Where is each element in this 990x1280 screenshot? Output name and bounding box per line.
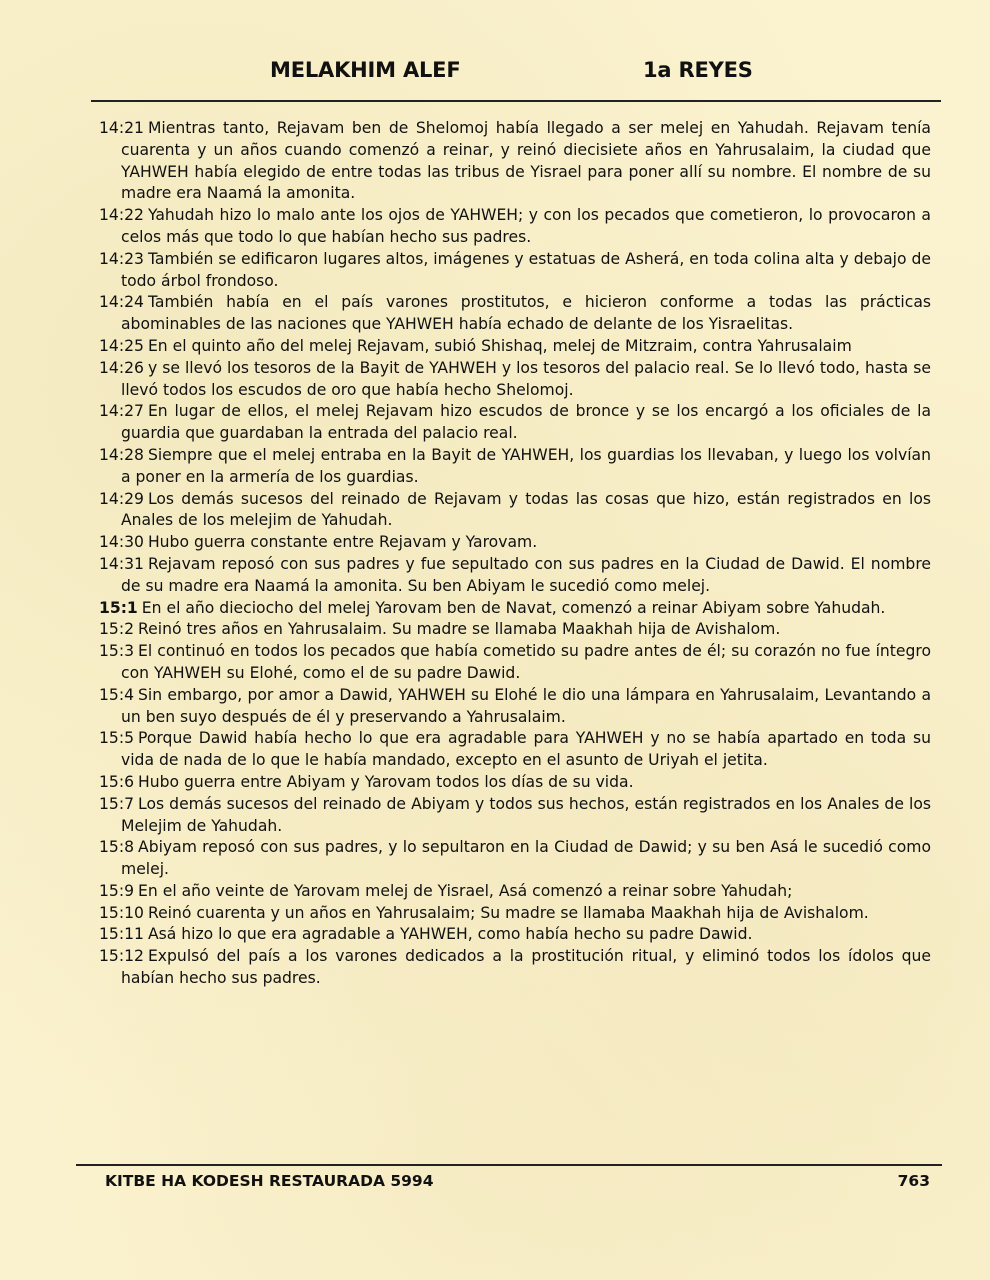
verse <box>99 946 931 990</box>
verse <box>99 249 931 293</box>
book-title-hebrew: MELAKHIM ALEF <box>270 58 461 82</box>
verse-text: Mientras tanto, Rejavam ben de Shelomoj había llegado a ser melej en Yahudah. Rejavam tenía cuarenta y un años cuando comenzó a reinar, y reinó diecisiete años en Yahrusalaim, la ciudad que YAHWEH había elegido de entre todas las tribus de Yisrael para poner allí su nombre. El nombre de su madre era Naamá la amonita. <box>121 119 931 203</box>
verse-number: 14:24 <box>99 293 144 312</box>
verse <box>99 358 931 402</box>
verse-text: En el año veinte de Yarovam melej de Yisrael, Asá comenzó a reinar sobre Yahudah; <box>138 881 793 900</box>
verse-number: 14:26 <box>99 358 144 377</box>
verse-number: 15:6 <box>99 772 135 791</box>
verse-number: 15:11 <box>99 925 144 944</box>
verse-number: 15:9 <box>99 881 135 900</box>
verse <box>99 924 931 946</box>
verse-text: En el año dieciocho del melej Yarovam ben de Navat, comenzó a reinar Abiyam sobre Yahudah. <box>141 598 886 617</box>
verse <box>99 641 931 685</box>
verse <box>99 445 931 489</box>
verse-list <box>99 118 931 990</box>
verse <box>99 554 931 598</box>
verse-number: 15:8 <box>99 838 135 857</box>
verse-number: 14:22 <box>99 206 144 225</box>
verse <box>99 401 931 445</box>
verse <box>99 728 931 772</box>
verse-text: Siempre que el melej entraba en la Bayit de YAHWEH, los guardias los llevaban, y luego los volvían a poner en la armería de los guardias. <box>121 445 931 486</box>
verse <box>99 881 931 903</box>
verse-number: 15:3 <box>99 642 135 661</box>
verse-text: Rejavam reposó con sus padres y fue sepultado con sus padres en la Ciudad de Dawid. El nombre de su madre era Naamá la amonita. Su ben Abiyam le sucedió como melej. <box>121 554 931 595</box>
verse-text: En el quinto año del melej Rejavam, subió Shishaq, melej de Mitzraim, contra Yahrusalaim <box>147 336 852 355</box>
verse-number: 15:4 <box>99 685 135 704</box>
footer-divider <box>76 1164 942 1166</box>
verse-text: Hubo guerra constante entre Rejavam y Yarovam. <box>147 533 538 552</box>
verse-number: 14:31 <box>99 554 144 573</box>
header-divider <box>91 100 941 102</box>
verse-text: Expulsó del país a los varones dedicados a la prostitución ritual, y eliminó todos los ídolos que habían hecho sus padres. <box>121 947 931 988</box>
verse-text: Reinó tres años en Yahrusalaim. Su madre se llamaba Maakhah hija de Avishalom. <box>138 620 781 639</box>
verse-number: 14:30 <box>99 533 144 552</box>
verse <box>99 685 931 729</box>
verse-text: Porque Dawid había hecho lo que era agradable para YAHWEH y no se había apartado en toda su vida de nada de lo que le había mandado, excepto en el asunto de Uriyah el jetita. <box>121 729 931 770</box>
verse-number: 15:5 <box>99 729 135 748</box>
verse-text: Yahudah hizo lo malo ante los ojos de YAHWEH; y con los pecados que cometieron, lo provocaron a celos más que todo lo que habían hecho sus padres. <box>121 206 931 246</box>
verse-text: El continuó en todos los pecados que había cometido su padre antes de él; su corazón no fue íntegro con YAHWEH su Elohé, como el de su padre Dawid. <box>121 642 931 682</box>
verse-text: Sin embargo, por amor a Dawid, YAHWEH su Elohé le dio una lámpara en Yahrusalaim, Levantando a un ben suyo después de él y preservando a Yahrusalaim. <box>121 685 931 726</box>
footer-title: KITBE HA KODESH RESTAURADA 5994 <box>105 1172 434 1190</box>
page-header <box>0 58 990 90</box>
verse <box>99 532 931 554</box>
verse-number: 14:21 <box>99 119 144 137</box>
verse-number: 14:29 <box>99 489 144 508</box>
verse-number: 15:10 <box>99 903 144 922</box>
verse <box>99 772 931 794</box>
page-number: 763 <box>897 1172 930 1190</box>
verse-text: y se llevó los tesoros de la Bayit de YAHWEH y los tesoros del palacio real. Se lo llevó todo, hasta se llevó todos los escudos de oro que había hecho Shelomoj. <box>121 358 931 399</box>
verse-number: 15:1 <box>99 598 138 617</box>
verse-number: 14:27 <box>99 402 144 421</box>
verse-text: También se edificaron lugares altos, imágenes y estatuas de Asherá, en toda colina alta y debajo de todo árbol frondoso. <box>121 249 931 290</box>
verse-number: 14:23 <box>99 249 144 268</box>
verse <box>99 619 931 641</box>
verse-text: Los demás sucesos del reinado de Abiyam y todos sus hechos, están registrados en los Anales de los Melejim de Yahudah. <box>121 794 931 835</box>
verse <box>99 118 931 205</box>
verse-text: También había en el país varones prostitutos, e hicieron conforme a todas las prácticas abominables de las naciones que YAHWEH había echado de delante de los Yisraelitas. <box>121 293 931 334</box>
verse <box>99 837 931 881</box>
verse-number: 14:25 <box>99 336 144 355</box>
verse <box>99 205 931 249</box>
verse <box>99 336 931 358</box>
verse-number: 15:7 <box>99 794 135 813</box>
verse-text: Reinó cuarenta y un años en Yahrusalaim; Su madre se llamaba Maakhah hija de Avishalom. <box>147 903 869 922</box>
verse-text: Hubo guerra entre Abiyam y Yarovam todos los días de su vida. <box>138 772 634 791</box>
verse <box>99 489 931 533</box>
verse-text: Abiyam reposó con sus padres, y lo sepultaron en la Ciudad de Dawid; y su ben Asá le sucedió como melej. <box>121 838 931 879</box>
verse-number: 15:2 <box>99 620 135 639</box>
verse <box>99 292 931 336</box>
verse <box>99 794 931 838</box>
verse <box>99 598 931 620</box>
verse-text: En lugar de ellos, el melej Rejavam hizo escudos de bronce y se los encargó a los oficiales de la guardia que guardaban la entrada del palacio real. <box>121 402 931 443</box>
verse <box>99 903 931 925</box>
verse-text: Asá hizo lo que era agradable a YAHWEH, como había hecho su padre Dawid. <box>147 925 753 944</box>
verse-text: Los demás sucesos del reinado de Rejavam y todas las cosas que hizo, están registrados en los Anales de los melejim de Yahudah. <box>121 489 931 530</box>
book-title-spanish: 1a REYES <box>643 58 753 82</box>
verse-number: 15:12 <box>99 947 144 966</box>
verse-number: 14:28 <box>99 445 144 464</box>
